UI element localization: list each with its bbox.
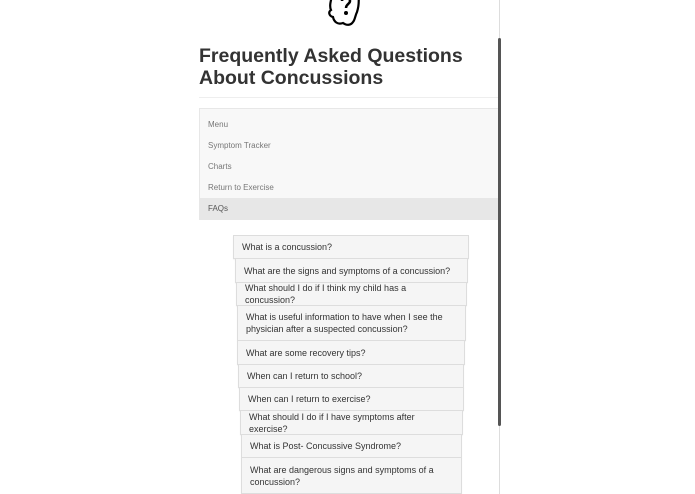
head-question-icon: [325, 0, 371, 34]
faq-item[interactable]: When can I return to school?: [238, 364, 464, 388]
faq-item[interactable]: When can I return to exercise?: [239, 387, 464, 411]
nav-menu: [199, 108, 499, 220]
nav-item-symptom-tracker[interactable]: Symptom Tracker: [208, 141, 271, 150]
faq-item[interactable]: What is useful information to have when I see the physician after a suspected concussion?: [237, 305, 466, 341]
nav-item-return-to-exercise[interactable]: Return to Exercise: [208, 183, 274, 192]
faq-item[interactable]: What should I do if I have symptoms after exercise?: [240, 410, 463, 435]
scrollbar[interactable]: [498, 38, 501, 426]
nav-item-charts[interactable]: Charts: [208, 162, 232, 171]
nav-item-faqs[interactable]: FAQs: [200, 198, 499, 219]
faq-item[interactable]: What is a concussion?: [233, 235, 469, 259]
faq-item[interactable]: What are dangerous signs and symptoms of a concussion?: [241, 457, 462, 494]
page-title: Frequently Asked Questions About Concussions: [199, 45, 463, 89]
faq-item[interactable]: What should I do if I think my child has a concussion?: [236, 282, 467, 306]
faq-item[interactable]: What are some recovery tips?: [237, 340, 465, 365]
faq-item[interactable]: What are the signs and symptoms of a concussion?: [235, 258, 468, 283]
divider: [199, 97, 499, 98]
nav-item-menu[interactable]: Menu: [208, 120, 229, 129]
faq-item[interactable]: What is Post- Concussive Syndrome?: [241, 434, 462, 458]
